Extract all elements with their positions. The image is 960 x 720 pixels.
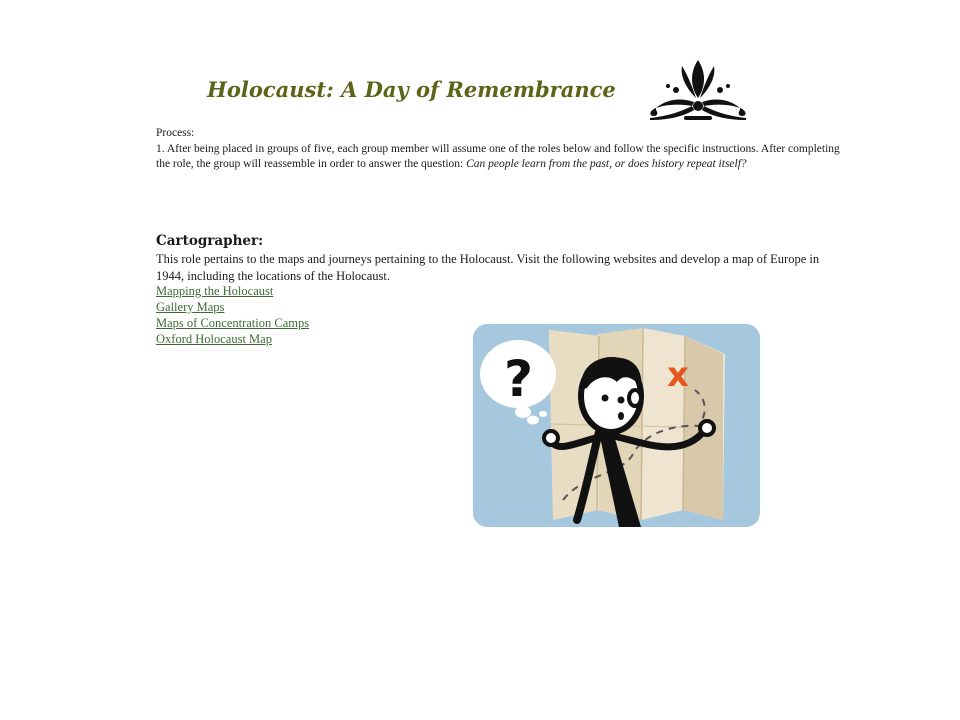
list-item xyxy=(156,299,309,315)
list-item xyxy=(156,331,309,347)
process-label: Process: xyxy=(156,127,195,139)
resource-links xyxy=(156,283,309,347)
essential-question: Can people learn from the past, or does history repeat itself? xyxy=(466,158,747,170)
list-item xyxy=(156,283,309,299)
process-instructions xyxy=(156,126,846,173)
question-mark-text: ? xyxy=(504,350,534,408)
gallery-maps-link[interactable]: Gallery Maps xyxy=(156,300,225,314)
maps-of-concentration-camps-link[interactable]: Maps of Concentration Camps xyxy=(156,316,310,330)
x-marker-text: x xyxy=(667,355,689,395)
process-line-1: 1. After being placed in groups of five, each group member will assume one of the roles below and follow the specific instructions. xyxy=(156,142,759,155)
process-line-2: After completing the role, the group will reassemble in order to answer the question: xyxy=(156,142,840,170)
mapping-the-holocaust-link[interactable]: Mapping the Holocaust xyxy=(156,284,274,298)
list-item xyxy=(156,315,309,331)
fleur-ornament-icon xyxy=(646,58,750,122)
confused-cartographer-clipart xyxy=(473,324,760,527)
cartographer-heading: Cartographer: xyxy=(156,233,264,249)
oxford-holocaust-map-link[interactable]: Oxford Holocaust Map xyxy=(156,332,272,346)
page-title: Holocaust: A Day of Remembrance xyxy=(207,77,616,102)
cartographer-description: This role pertains to the maps and journeys pertaining to the Holocaust. Visit the following websites and develop a map of Europe in 1944, including the locations of the Holocaust. xyxy=(156,252,820,283)
folded-map-icon xyxy=(549,328,725,520)
process-step-1 xyxy=(156,142,846,173)
